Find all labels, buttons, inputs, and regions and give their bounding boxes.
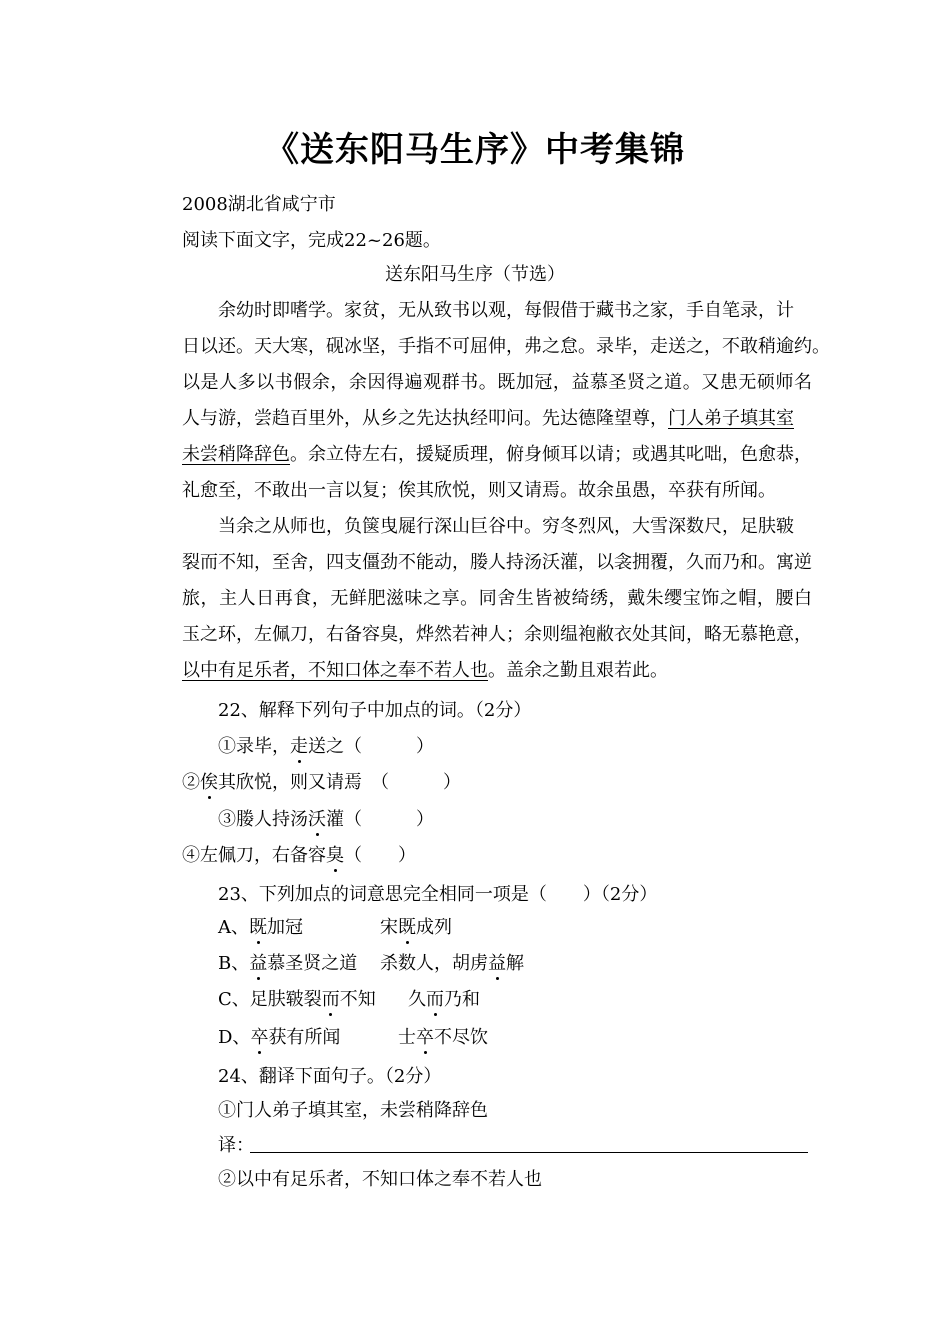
text-segment: 人与游，尝趋百里外，从乡之先达执经叩问。先达德隆望尊， bbox=[182, 408, 668, 429]
paragraph-2-line-4: 玉之环，左佩刀，右备容臭，烨然若神人；余则缊袍敝衣处其间，略无慕艳意， bbox=[182, 624, 812, 645]
question-23-stem: 23、下列加点的词意思完全相同一项是（ ）（2分） bbox=[218, 884, 658, 905]
dotted-word: 既 bbox=[249, 917, 267, 938]
option-text: 解 bbox=[506, 953, 524, 974]
question-23-option-d-compare bbox=[398, 1026, 698, 1050]
option-text: A、 bbox=[218, 917, 249, 938]
text-segment: 。盖余之勤且艰若此。 bbox=[488, 660, 668, 681]
item-text: 灌（ ） bbox=[326, 809, 434, 830]
dotted-word: 卒 bbox=[416, 1027, 434, 1048]
question-24-sentence-1: ①门人弟子填其室，未尝稍降辞色 bbox=[218, 1100, 488, 1121]
item-text: （ ） bbox=[344, 845, 416, 866]
instruction-line: 阅读下面文字，完成22~26题。 bbox=[182, 230, 441, 251]
question-23-option-a-compare bbox=[380, 916, 680, 940]
dotted-word: 走 bbox=[290, 736, 308, 757]
dotted-word: 益 bbox=[488, 953, 506, 974]
paragraph-1-line-6: 礼愈至，不敢出一言以复；俟其欣悦，则又请焉。故余虽愚，卒获有所闻。 bbox=[182, 480, 776, 501]
paragraph-2-line-2: 裂而不知，至舍，四支僵劲不能动，媵人持汤沃灌，以衾拥覆，久而乃和。寓逆 bbox=[182, 552, 812, 573]
passage-title: 送东阳马生序（节选） bbox=[385, 264, 565, 285]
item-text: ④左佩刀，右备容 bbox=[182, 845, 326, 866]
option-text: 宋 bbox=[380, 917, 398, 938]
option-text: 成列 bbox=[416, 917, 452, 938]
dotted-word: 沃 bbox=[308, 809, 326, 830]
dotted-word: 臭 bbox=[326, 845, 344, 866]
dotted-word: 益 bbox=[249, 953, 268, 974]
paragraph-1-line-1: 余幼时即嗜学。家贫，无从致书以观，每假借于藏书之家，手自笔录，计 bbox=[218, 300, 794, 321]
text-segment: 。余立侍左右，援疑质理，俯身倾耳以请；或遇其叱咄，色愈恭， bbox=[290, 444, 812, 465]
item-text: 送之（ ） bbox=[308, 736, 434, 757]
underlined-sentence-2: 以中有足乐者，不知口体之奉不若人也 bbox=[182, 660, 488, 681]
question-23-option-b-compare bbox=[380, 952, 680, 976]
dotted-word: 既 bbox=[398, 917, 416, 938]
option-text: 士 bbox=[398, 1027, 416, 1048]
option-text: 加冠 bbox=[267, 917, 303, 938]
underlined-sentence-1b: 未尝稍降辞色 bbox=[182, 444, 290, 465]
paragraph-2-line-5 bbox=[182, 659, 812, 683]
item-text: ①录毕， bbox=[218, 736, 290, 757]
item-text: ③媵人持汤 bbox=[218, 809, 308, 830]
option-text: 获有所闻 bbox=[268, 1027, 341, 1048]
option-text: C、足肤皲裂 bbox=[218, 989, 322, 1010]
question-22-stem: 22、解释下列句子中加点的词。（2分） bbox=[218, 700, 532, 721]
option-text: 杀数人，胡虏 bbox=[380, 953, 488, 974]
question-24-sentence-2: ②以中有足乐者，不知口体之奉不若人也 bbox=[218, 1169, 542, 1190]
item-text: ② bbox=[182, 772, 200, 793]
item-text: 其欣悦，则又请焉 （ ） bbox=[218, 772, 461, 793]
paragraph-1-line-3: 以是人多以书假余，余因得遍观群书。既加冠，益慕圣贤之道。又患无硕师名 bbox=[182, 372, 812, 393]
underlined-sentence-1a: 门人弟子填其室 bbox=[668, 408, 794, 429]
page-title: 《送东阳马生序》中考集锦 bbox=[265, 130, 685, 170]
option-text: B、 bbox=[218, 953, 250, 974]
question-22-item-2 bbox=[182, 771, 812, 795]
question-22-item-3 bbox=[218, 808, 848, 832]
dotted-word: 卒 bbox=[250, 1027, 269, 1048]
paragraph-1-line-2: 日以还。天大寒，砚冰坚，手指不可屈伸，弗之怠。录毕，走送之，不敢稍逾约。 bbox=[182, 336, 830, 357]
option-text: 不知 bbox=[339, 989, 376, 1010]
option-text: 乃和 bbox=[444, 989, 480, 1010]
question-22-item-1 bbox=[218, 735, 848, 759]
option-text: 慕圣贤之道 bbox=[267, 953, 358, 974]
option-text: D、 bbox=[218, 1027, 251, 1048]
dotted-word: 俟 bbox=[200, 772, 218, 793]
paragraph-1-line-5 bbox=[182, 443, 812, 467]
paragraph-2-line-1: 当余之从师也，负箧曳屣行深山巨谷中。穷冬烈风，大雪深数尺，足肤皲 bbox=[218, 516, 794, 537]
option-text: 久 bbox=[408, 989, 426, 1010]
translation-label: 译： bbox=[218, 1135, 254, 1156]
option-text: 不尽饮 bbox=[434, 1027, 488, 1048]
dotted-word: 而 bbox=[426, 989, 444, 1010]
source-line: 2008湖北省咸宁市 bbox=[182, 194, 336, 215]
question-24-stem: 24、翻译下面句子。（2分） bbox=[218, 1066, 442, 1087]
question-23-option-c-compare bbox=[408, 988, 708, 1012]
dotted-word: 而 bbox=[321, 989, 340, 1010]
paragraph-2-line-3: 旅，主人日再食，无鲜肥滋味之享。同舍生皆被绮绣，戴朱缨宝饰之帽，腰白 bbox=[182, 588, 812, 609]
paragraph-1-line-4 bbox=[182, 407, 812, 431]
translation-answer-line[interactable] bbox=[250, 1152, 808, 1153]
question-22-item-4 bbox=[182, 844, 812, 868]
